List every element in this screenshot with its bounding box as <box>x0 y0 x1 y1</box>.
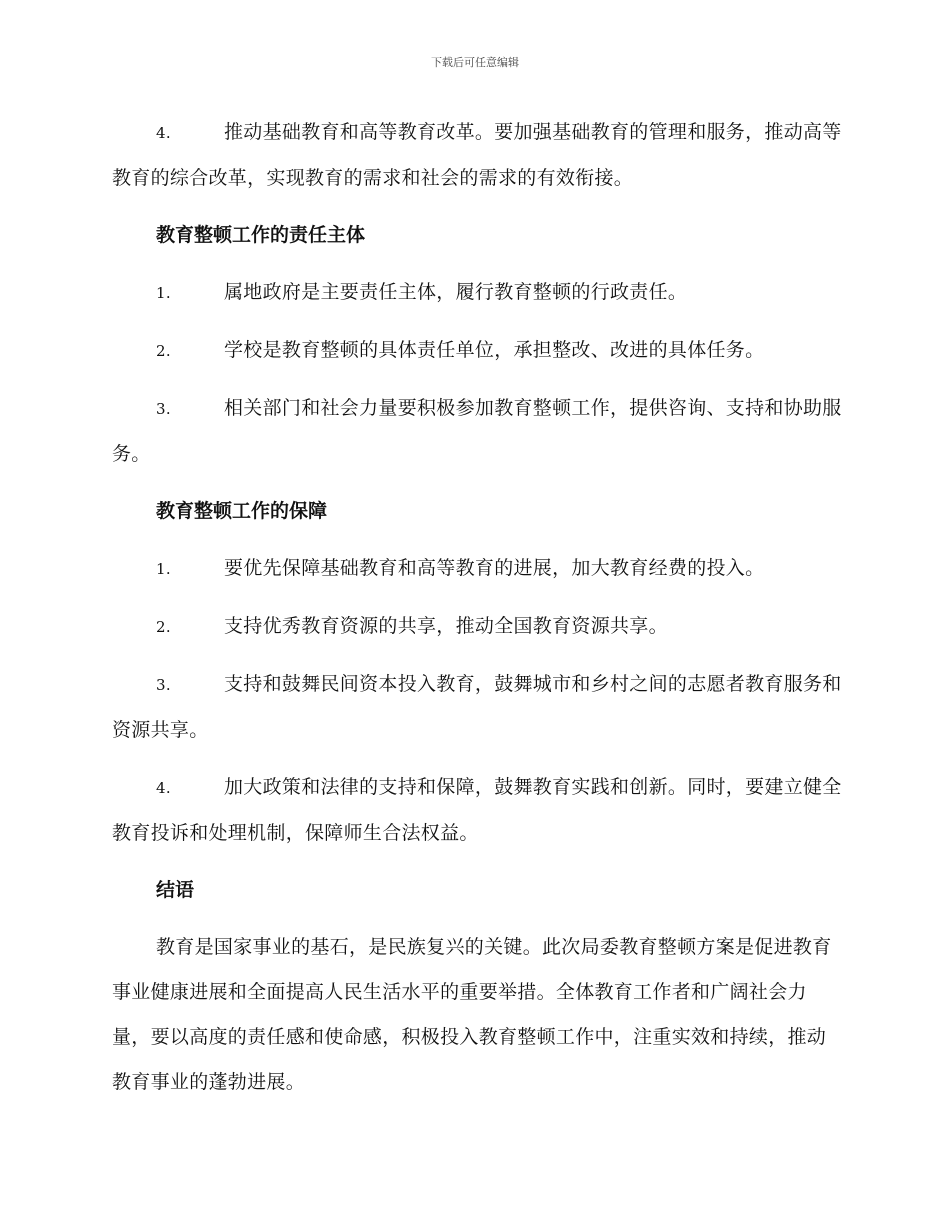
page-header: 下载后可任意编辑 <box>431 56 519 69</box>
list-number: 1. <box>156 560 171 578</box>
list-number: 1. <box>156 284 171 302</box>
list-item-text: 支持和鼓舞民间资本投入教育，鼓舞城市和乡村之间的志愿者教育服务和资源共享。 <box>112 673 842 741</box>
section-heading-conclusion: 结语 <box>156 879 195 901</box>
section-heading-guarantee: 教育整顿工作的保障 <box>156 500 328 522</box>
list-item-text: 属地政府是主要责任主体，履行教育整顿的行政责任。 <box>224 281 688 303</box>
list-item-text: 推动基础教育和高等教育改革。要加强基础教育的管理和服务，推动高等教育的综合改革，实现教育的需求和社会的需求的有效衔接。 <box>112 121 842 189</box>
list-item-text: 学校是教育整顿的具体责任单位，承担整改、改进的具体任务。 <box>224 339 765 361</box>
list-number: 2. <box>156 618 171 636</box>
list-number: 3. <box>156 400 171 418</box>
section-heading-responsibility: 教育整顿工作的责任主体 <box>156 224 366 246</box>
list-item-text: 要优先保障基础教育和高等教育的进展，加大教育经费的投入。 <box>224 557 765 579</box>
list-item <box>112 270 842 316</box>
list-item <box>112 604 842 650</box>
document-body <box>112 110 842 1105</box>
list-number: 4. <box>156 779 171 797</box>
list-number: 4. <box>156 124 171 142</box>
list-item-text: 加大政策和法律的支持和保障，鼓舞教育实践和创新。同时，要建立健全教育投诉和处理机制，保障师生合法权益。 <box>112 776 842 844</box>
list-item <box>112 110 842 201</box>
list-item <box>112 662 842 753</box>
list-number: 3. <box>156 676 171 694</box>
list-item <box>112 386 842 477</box>
list-number: 2. <box>156 342 171 360</box>
list-item-text: 支持优秀教育资源的共享，推动全国教育资源共享。 <box>224 615 668 637</box>
list-item <box>112 328 842 374</box>
list-item <box>112 765 842 856</box>
list-item-text: 相关部门和社会力量要积极参加教育整顿工作，提供咨询、支持和协助服务。 <box>112 397 842 465</box>
conclusion-paragraph: 教育是国家事业的基石，是民族复兴的关键。此次局委教育整顿方案是促进教育事业健康进展和全面提高人民生活水平的重要举措。全体教育工作者和广阔社会力量，要以高度的责任感和使命感，积极投入教育整顿工作中，注重实效和持续，推动教育事业的蓬勃进展。 <box>112 936 832 1093</box>
list-item <box>112 546 842 592</box>
